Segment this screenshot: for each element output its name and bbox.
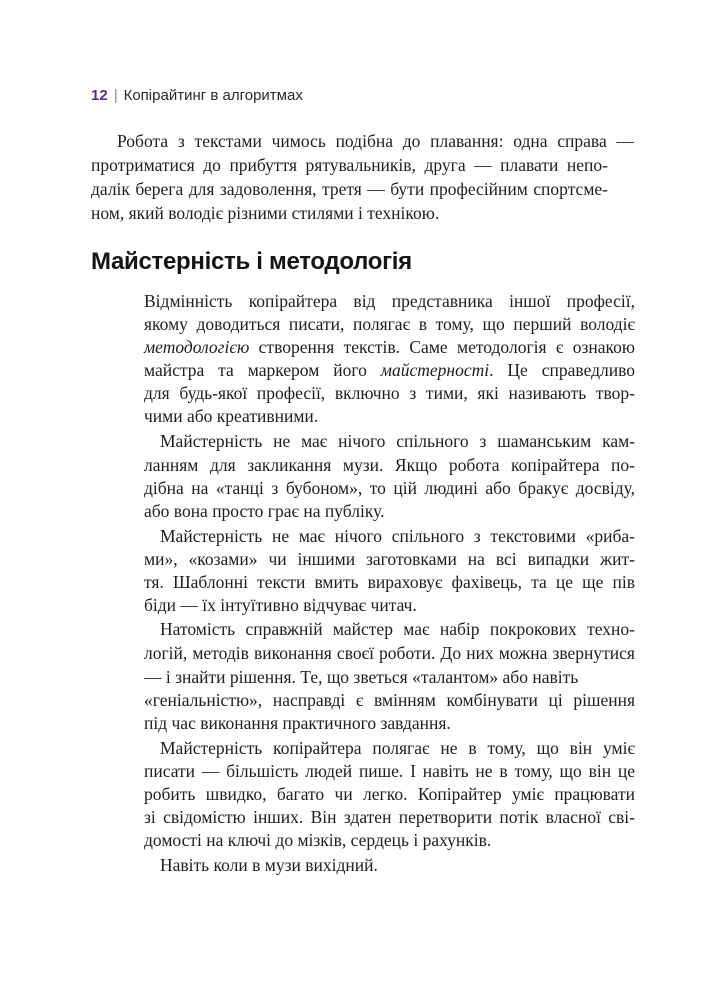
text-line: робить швидко, багато чи легко. Копірайтер уміє працювати: [144, 784, 635, 804]
text-line: або вона просто грає на публіку.: [144, 501, 385, 521]
text-line: Натомість справжній майстер має набір покрокових техно-: [160, 619, 635, 639]
header-separator: |: [113, 87, 118, 104]
text-line: майстра та маркером його майстерності. Це справедливо: [144, 360, 636, 380]
text-line: Відмінність копірайтера від представника іншої професії,: [144, 291, 635, 311]
running-head: [91, 86, 303, 106]
text-line: ми», «козами» чи іншими заготовками на всі випадки жит-: [144, 549, 635, 569]
text-line: Робота з текстами чимось подібна до плавання: одна справа —: [117, 131, 634, 151]
page-number: 12: [91, 87, 108, 104]
text-line: писати — більшість людей пише. І навіть не в тому, що він це: [144, 761, 635, 781]
text-line: Майстерність копірайтера полягає не в тому, що він уміє: [160, 738, 635, 758]
text-line: протриматися до прибуття рятувальників, друга — плавати непо-: [91, 155, 608, 175]
text-line: «геніальністю», насправді є вмінням комбінувати ці рішення: [144, 690, 635, 710]
text-line: методологією створення текстів. Саме методологія є ознакою: [144, 337, 635, 357]
text-line: Майстерність не має нічого спільного з текстовими «риба-: [160, 526, 635, 546]
emphasis: методологією: [144, 337, 250, 357]
text-line: логій, методів виконання своєї роботи. До них можна звернутися — і знайти рішення. Те, що зветься «талантом» або навіть: [144, 643, 635, 687]
text-line: під час виконання практичного завдання.: [144, 713, 451, 733]
book-title: Копірайтинг в алгоритмах: [123, 87, 303, 104]
text-line: дібна на «танці з бубоном», то цій людині або бракує досвіду,: [144, 478, 635, 498]
text-line: зі свідомістю інших. Він здатен перетворити потік власної сві-: [144, 807, 635, 827]
text-line: чими або креативними.: [144, 406, 319, 426]
text-line: Майстерність не має нічого спільного з шаманським кам-: [160, 431, 635, 451]
text-line: домості на ключі до мізків, сердець і рахунків.: [144, 830, 492, 850]
emphasis: майстерності: [380, 360, 490, 380]
text-line: ном, який володіє різними стилями і технікою.: [91, 203, 440, 223]
text-line: біди — їх інтуїтивно відчуває читач.: [144, 595, 417, 615]
text-line: тя. Шаблонні тексти вмить вираховує фахівець, та це ще пів: [144, 572, 635, 592]
text-line: якому доводиться писати, полягає в тому, що перший володіє: [144, 314, 635, 334]
text-line: Навіть коли в музи вихідний.: [160, 855, 378, 875]
text-line: ланням для закликання музи. Якщо робота копірайтера по-: [144, 455, 635, 475]
section-heading: Майстерність і методологія: [91, 248, 412, 275]
text-line: далік берега для задоволення, третя — бути професійним спортсме-: [91, 179, 608, 199]
text-line: для будь-якої професії, включно з тими, які називають твор-: [144, 383, 635, 403]
